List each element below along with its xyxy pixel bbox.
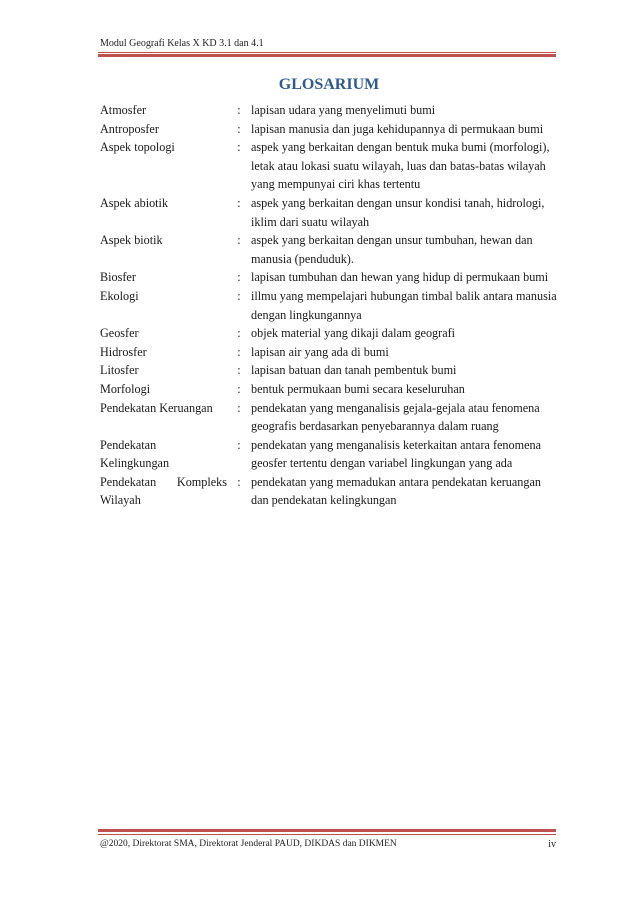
glossary-term: Ekologi	[100, 288, 139, 303]
running-header: Modul Geografi Kelas X KD 3.1 dan 4.1	[100, 38, 264, 49]
glossary-term: Atmosfer	[100, 103, 147, 117]
glossary-entry	[100, 473, 560, 510]
glossary-term: Pendekatan Kompleks Wilayah	[100, 474, 227, 508]
glossary-definition: pendekatan yang menganalisis keterkaitan antara fenomena geosfer tertentu dengan variabel lingkungan yang ada	[251, 437, 542, 471]
glossary-term: Aspek biotik	[100, 233, 163, 248]
glossary-definition: aspek yang berkaitan dengan bentuk muka bumi (morfologi), letak atau lokasi suatu wilayah, luas dan batas-batas wilayah yang mempunyai ciri khas tertentu	[251, 140, 550, 192]
glossary-definition: lapisan manusia dan juga kehidupannya di permukaan bumi	[251, 121, 544, 136]
glossary-separator: :	[237, 326, 241, 341]
glossary-term: Morfologi	[100, 381, 151, 396]
glossary-term: Pendekatan Kelingkungan	[100, 437, 170, 471]
glossary-separator: :	[237, 140, 241, 155]
glossary-term: Biosfer	[100, 270, 136, 285]
glossary-entry	[100, 324, 560, 343]
glossary-separator: :	[237, 344, 241, 359]
glossary-entry	[100, 101, 560, 120]
glossary-term: Pendekatan Keruangan	[100, 400, 213, 415]
glossary-list	[100, 101, 560, 510]
glossary-entry	[100, 194, 560, 231]
glossary-entry	[100, 343, 560, 362]
glossary-definition: lapisan batuan dan tanah pembentuk bumi	[251, 363, 457, 378]
page-number: iv	[548, 839, 556, 850]
glossary-separator: :	[237, 437, 241, 452]
page-title: GLOSARIUM	[278, 76, 380, 93]
glossary-entry	[100, 361, 560, 380]
glossary-entry	[100, 399, 560, 436]
glossary-definition: bentuk permukaan bumi secara keseluruhan	[251, 381, 465, 396]
glossary-definition: lapisan tumbuhan dan hewan yang hidup di permukaan bumi	[251, 270, 549, 285]
glossary-entry	[100, 436, 560, 473]
glossary-definition: aspek yang berkaitan dengan unsur kondisi tanah, hidrologi, iklim dari suatu wilayah	[251, 195, 545, 229]
glossary-separator: :	[237, 288, 241, 303]
footer-rule-thick	[98, 829, 556, 832]
glossary-definition: lapisan air yang ada di bumi	[251, 344, 389, 359]
glossary-definition: pendekatan yang menganalisis gejala-gejala atau fenomena geografis berdasarkan penyebarannya dalam ruang	[251, 400, 540, 434]
glossary-separator: :	[237, 233, 241, 248]
glossary-definition: aspek yang berkaitan dengan unsur tumbuhan, hewan dan manusia (penduduk).	[251, 233, 533, 266]
glossary-entry	[100, 120, 560, 139]
glossary-separator: :	[237, 121, 241, 136]
glossary-separator: :	[237, 363, 241, 378]
glossary-term: Geosfer	[100, 326, 139, 341]
header-rule-thick	[98, 54, 556, 57]
glossary-term: Aspek abiotik	[100, 195, 169, 210]
glossary-definition: lapisan udara yang menyelimuti bumi	[251, 103, 436, 117]
glossary-definition: illmu yang mempelajari hubungan timbal balik antara manusia dengan lingkungannya	[251, 288, 557, 322]
glossary-separator: :	[237, 103, 241, 117]
glossary-term: Hidrosfer	[100, 344, 147, 359]
glossary-separator: :	[237, 400, 241, 415]
glossary-entry	[100, 231, 560, 268]
running-footer: @2020, Direktorat SMA, Direktorat Jenderal PAUD, DIKDAS dan DIKMEN	[100, 839, 397, 849]
footer-rule	[98, 834, 556, 835]
glossary-entry	[100, 138, 560, 194]
glossary-term: Litosfer	[100, 363, 139, 378]
glossary-entry	[100, 287, 560, 324]
glossary-separator: :	[237, 381, 241, 396]
glossary-definition: pendekatan yang memadukan antara pendekatan keruangan dan pendekatan kelingkungan	[251, 474, 541, 508]
glossary-term: Antroposfer	[100, 121, 159, 136]
glossary-entry	[100, 380, 560, 399]
glossary-term: Aspek topologi	[100, 140, 175, 155]
glossary-separator: :	[237, 195, 241, 210]
glossary-definition: objek material yang dikaji dalam geografi	[251, 326, 456, 341]
glossary-entry	[100, 268, 560, 287]
glossary-separator: :	[237, 270, 241, 285]
glossary-separator: :	[237, 474, 241, 489]
header-rule	[98, 52, 556, 53]
